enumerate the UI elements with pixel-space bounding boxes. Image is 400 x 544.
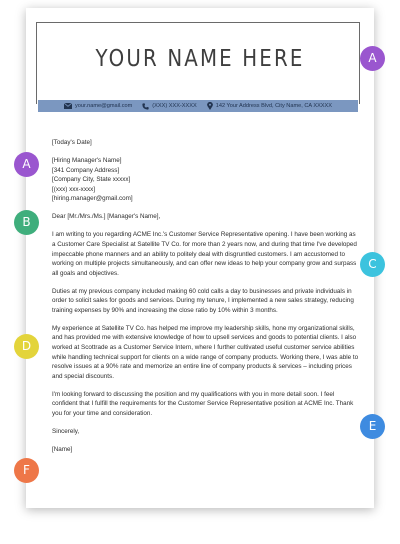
badge-closing-paragraph: E (360, 414, 385, 439)
phone-text: (XXX) XXX-XXXX (152, 103, 197, 109)
paragraph-duties: Duties at my previous company included making 60 cold calls a day to businesses and private individuals in order to solicit sales for goods and services. During my tenure, I implemented a new sales strategy, reducing training expenses by 90% and increasing the close ratio by 10% within 3 months. (52, 287, 354, 314)
contact-bar (38, 100, 358, 112)
recipient-name: [Hiring Manager's Name] (52, 156, 122, 164)
recipient-email: [hiring.manager@gmail.com] (52, 195, 133, 203)
resume-page (26, 8, 374, 508)
recipient-block (52, 156, 360, 204)
signature: [Name] (52, 445, 73, 453)
recipient-city: [Company City, State xxxxx] (52, 176, 131, 184)
badge-signoff: F (14, 458, 39, 483)
badge-salutation: B (14, 210, 39, 235)
letter-date: [Today's Date] (52, 139, 92, 146)
contact-address (207, 102, 332, 110)
page-title: YOUR NAME HERE (95, 46, 305, 72)
letter-body (52, 138, 360, 463)
recipient-address: [341 Company Address] (52, 166, 120, 174)
map-pin-icon (207, 102, 213, 110)
paragraph-intro: I am writing to you regarding ACME Inc.'s Customer Service Representative opening. I have been working as a Customer Care Specialist at Satellite TV Co. for more than 2 years now, and during that time I've developed impeccable phone manners and an ability to politely deal with disgruntled customers. I am accustomed to working on multiple projects simultaneously, and can offer new ideas to help your company grow and surpass all goals and objectives. (52, 231, 357, 277)
envelope-icon (64, 103, 72, 109)
paragraph-experience: My experience at Satellite TV Co. has helped me improve my leadership skills, hone my organizational skills, and has provided me with extensive knowledge of how to upsell services and goods to potential clients. I also worked at Scottrade as a Customer Service Intern, where I further cultivated useful customer service abilities while handling technical support for clients on a wide range of company products. Working there, I was able to resolve issues at a 90% rate and memorize an entire line of company products & services – including prices and special discounts. (52, 324, 359, 380)
email-text: your.name@gmail.com (74, 103, 133, 109)
recipient-phone: [(xxx) xxx-xxxx] (52, 185, 96, 193)
badge-header: A (360, 46, 385, 71)
contact-phone (142, 103, 196, 110)
badge-intro: C (360, 252, 385, 277)
address-text: 142 Your Address Blvd, City Name, CA XXXXX (215, 103, 333, 109)
paragraph-closing: I'm looking forward to discussing the position and my qualifications with you in more detail soon. I feel confident that I fulfill the requirements for the Customer Service Representative position at ACME Inc. Thank you for your time and consideration. (52, 390, 354, 417)
contact-email (64, 103, 132, 109)
badge-experience: D (14, 334, 39, 359)
phone-icon (142, 103, 149, 110)
salutation: Dear [Mr./Mrs./Ms.] [Manager's Name], (52, 213, 161, 221)
closing-line: Sincerely, (52, 427, 80, 435)
badge-recipient: A (14, 152, 39, 177)
